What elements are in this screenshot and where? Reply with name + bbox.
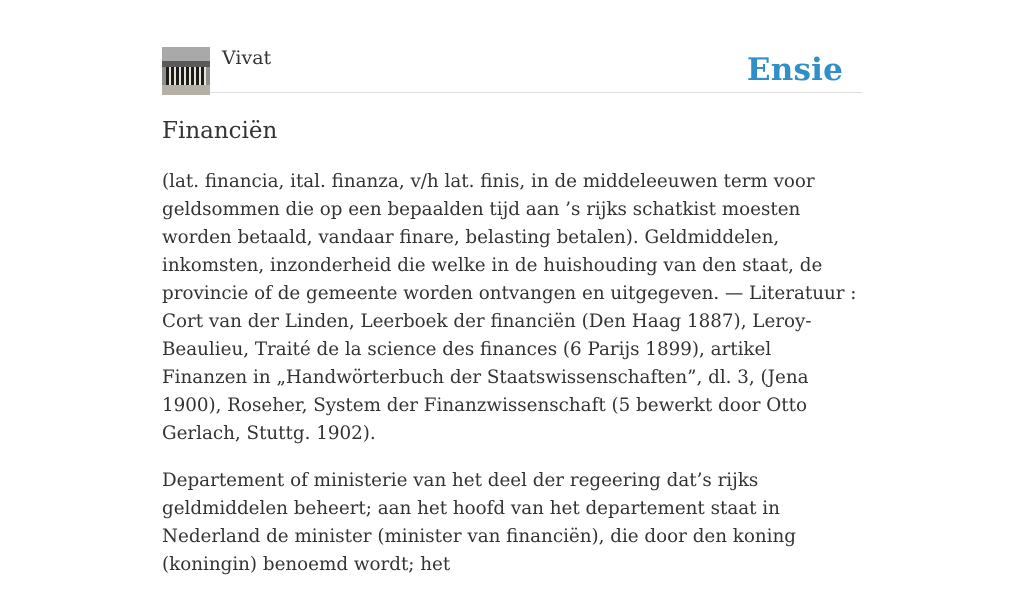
profile-photo-icon xyxy=(162,47,210,95)
article-paragraph: Departement of ministerie van het deel der regeering dat’s rijks geldmiddelen beheert; aan het hoofd van het departement staat in Nederland de minister (minister van financiën), die door den koning (koningin) benoemd wordt; het xyxy=(162,470,796,575)
article-paragraph: (lat. financia, ital. finanza, v/h lat. finis, in de middeleeuwen term voor geldsommen die op een bepaalden tijd aan ’s rijks schatkist moesten worden betaald, vandaar finare, belasting betalen). Geldmiddelen, inkomsten, inzonderheid die welke in de huishouding van den staat, de provincie of de gemeente worden ontvangen en uitgegeven. — Literatuur : Cort van der Linden, Leerboek der financiën (Den Haag 1887), Leroy-Beaulieu, Traité de la science des finances (6 Parijs 1899), artikel Finanzen in „Handwörterbuch der Staatswissenschaften”, dl. 3, (Jena 1900), Roseher, System der Finanzwissenschaft (5 bewerkt door Otto Gerlach, Stuttg. 1902). xyxy=(162,171,857,444)
user-avatar[interactable] xyxy=(162,47,210,95)
author-name-link[interactable]: Vivat xyxy=(222,47,272,69)
brand-logo-link[interactable]: Ensie xyxy=(746,52,843,88)
site-header xyxy=(162,46,862,93)
page-title: Financiën xyxy=(162,118,278,144)
article-body xyxy=(162,168,862,598)
